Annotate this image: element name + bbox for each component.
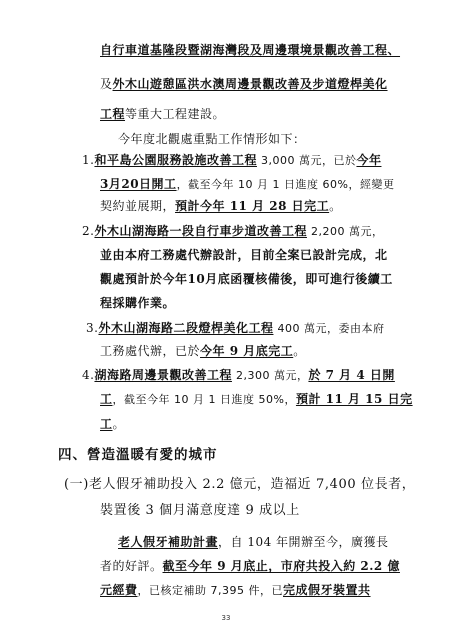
item1-line2 <box>100 176 395 193</box>
item2-line1 <box>82 223 383 240</box>
item3-name: 外木山湖海路二段燈桿美化工程 <box>98 321 274 335</box>
page-number: 33 <box>221 614 231 622</box>
item1-line3-end: 。 <box>329 199 342 213</box>
item1-line1 <box>82 152 381 169</box>
para1-line3-highlight: 工程 <box>100 107 126 121</box>
body1-approved: ，已核定補助 7,395 件，已 <box>137 584 283 597</box>
item4-number: 4. <box>82 368 95 382</box>
item3-line1 <box>86 320 384 337</box>
item3-amount: 400 萬元，委由本府 <box>273 322 385 335</box>
para1-line2-prefix: 及 <box>100 77 113 91</box>
body1-completed: 完成假牙裝置共 <box>283 583 371 597</box>
item4-amount: 2,300 萬元， <box>231 369 309 382</box>
item1-start-a: 今年 <box>356 153 382 167</box>
item2-line3: 觀處預計於今年10月底函覆核備後，即可進行後續工 <box>100 272 393 286</box>
intro-line: 今年度北觀處重點工作情形如下： <box>118 132 306 146</box>
body1-line1 <box>118 534 389 550</box>
subsection-heading-line2: 裝置後 3 個月滿意度達 9 成以上 <box>100 503 300 518</box>
item1-number: 1. <box>82 153 95 167</box>
body1-line1-rest: ，自 104 年開辦至今，廣獲長 <box>218 535 389 549</box>
body1-program: 老人假牙補助計畫 <box>118 535 219 549</box>
item3-line2 <box>100 343 306 359</box>
item4-start-b: 工 <box>100 392 113 406</box>
para1-line3-rest: 等重大工程建設。 <box>125 107 226 121</box>
subsection-heading-line1: (一)老人假牙補助投入 2.2 億元，造福近 7,400 位長者， <box>64 477 416 492</box>
para1-line1: 自行車道基隆段暨湖海灣段及周邊環境景觀改善工程、 <box>100 43 401 57</box>
item2-line2: 並由本府工務處代辦設計，目前全案已設計完成，北 <box>100 248 388 262</box>
item1-start-b: 3月20日開工 <box>100 177 177 191</box>
section-heading: 四、營造溫暖有愛的城市 <box>58 447 218 463</box>
item2-line4: 程採購作業。 <box>100 296 176 310</box>
item1-amount: 3,000 萬元，已於 <box>256 154 357 167</box>
item2-number: 2. <box>82 224 95 238</box>
item3-completion: 今年 9 月底完工 <box>200 344 294 358</box>
item4-line3-end: 。 <box>112 417 126 431</box>
item1-line3 <box>100 198 342 214</box>
item1-completion: 預計今年 11 月 28 日完工 <box>175 199 330 213</box>
item4-completion-b: 工 <box>100 417 113 431</box>
item3-number: 3. <box>86 321 99 335</box>
body1-investment: 截至今年 9 月底止，市府共投入約 2.2 億 <box>162 559 400 573</box>
item1-progress: ，截至今年 10 月 1 日進度 60%，經變更 <box>176 178 395 191</box>
para1-line2 <box>100 76 388 92</box>
body1-line2-pre: 者的好評。 <box>100 559 163 573</box>
item4-completion: 預計 11 月 15 日完 <box>295 392 413 406</box>
item4-line3 <box>100 416 125 432</box>
para1-line3 <box>100 106 225 122</box>
item1-line3-pre: 契約並展期， <box>100 199 176 213</box>
para1-line2-highlight: 外木山遊憩區洪水澳周邊景觀改善及步道燈桿美化 <box>112 77 388 91</box>
body1-funding: 元經費 <box>100 583 138 597</box>
item2-name: 外木山湖海路一段自行車步道改善工程 <box>94 224 307 238</box>
item4-line2 <box>100 391 413 408</box>
body1-line3 <box>100 582 371 599</box>
item3-line2-pre: 工務處代辦，已於 <box>100 344 201 358</box>
item4-start: 於 7 月 4 日開 <box>308 368 395 382</box>
item4-name: 湖海路周邊景觀改善工程 <box>94 368 232 382</box>
item2-amount: 2,200 萬元， <box>306 225 384 238</box>
item1-name: 和平島公園服務設施改善工程 <box>94 153 257 167</box>
body1-line2 <box>100 558 400 574</box>
item3-line2-end: 。 <box>293 344 306 358</box>
item4-line1 <box>82 367 395 384</box>
item4-progress: ，截至今年 10 月 1 日進度 50%， <box>112 393 296 406</box>
